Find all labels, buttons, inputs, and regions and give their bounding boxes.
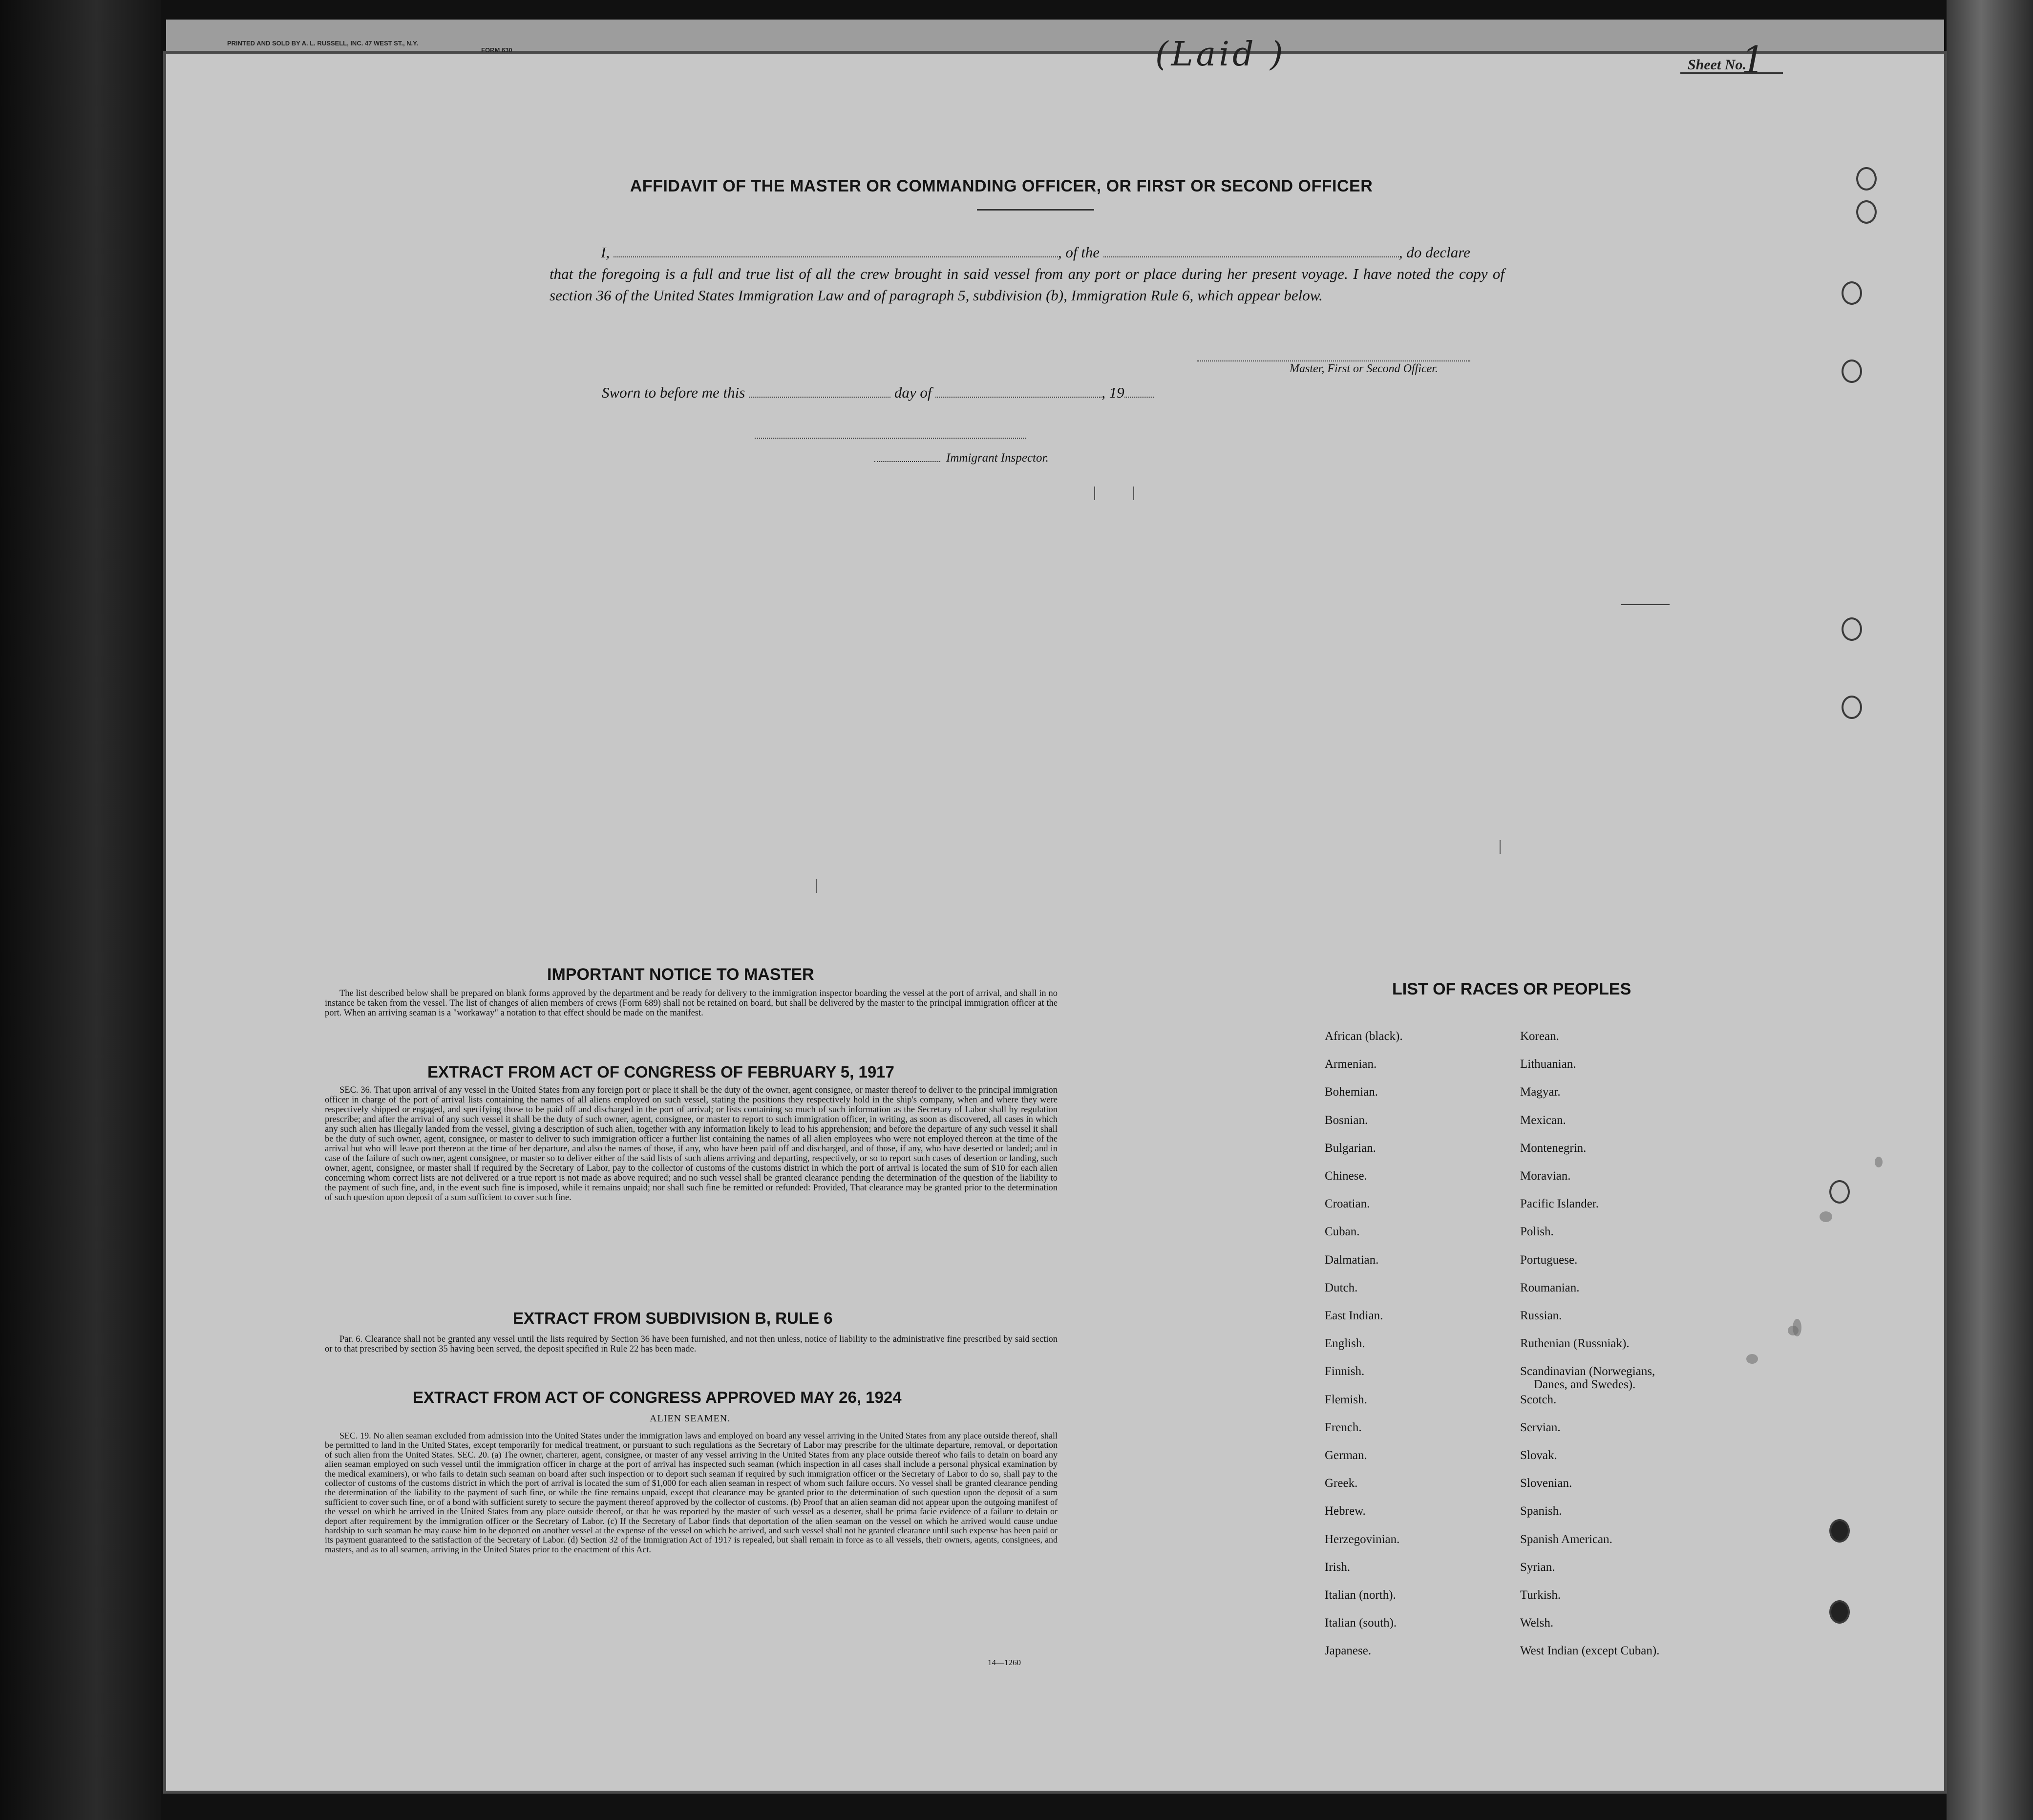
scan-border-right	[1947, 0, 2033, 1820]
race-item: Portuguese.	[1520, 1253, 1578, 1267]
sworn-month-blank	[935, 397, 1101, 398]
race-item: Scandinavian (Norwegians,	[1520, 1365, 1655, 1378]
notice-title: IMPORTANT NOTICE TO MASTER	[547, 965, 814, 984]
race-item: Japanese.	[1325, 1644, 1372, 1658]
rule6-text: Par. 6. Clearance shall not be granted any vessel until the lists required by Section 36 have been furnished, and not then unless, notice of liability to the administrative fine prescribed by said section or to that prescribed by section 35 having been served, the deposit specified in Rule 22 has been made.	[325, 1334, 1058, 1354]
sworn-year-blank	[1124, 397, 1154, 398]
race-item: Dutch.	[1325, 1281, 1358, 1294]
punch-hole	[1842, 696, 1862, 719]
race-item: Hebrew.	[1325, 1504, 1366, 1518]
punch-hole	[1856, 200, 1877, 224]
printer-imprint	[227, 40, 512, 54]
race-item: Polish.	[1520, 1225, 1554, 1239]
alien-seamen-subtitle: ALIEN SEAMEN.	[650, 1413, 731, 1424]
of-the-label: , of the	[1058, 244, 1100, 261]
race-item: Moravian.	[1520, 1169, 1571, 1183]
notice-text: The list described below shall be prepared on blank forms approved by the department and be ready for delivery to the immigration inspector boarding the vessel at the port of arrival, and shall in no instance be taken from the vessel. The list of changes of alien members of crews (Form 689) shall not be retained on board, but shall be delivered by the master to the principal immigration officer at the port. When an arriving seaman is a "workaway" a notation to that effect should be made on the manifest.	[325, 989, 1058, 1018]
stain	[1746, 1354, 1758, 1364]
punch-hole	[1829, 1180, 1850, 1204]
race-item: Dalmatian.	[1325, 1253, 1379, 1267]
handwritten-vessel-name: (Laid )	[1155, 35, 1286, 74]
ink-mark	[1133, 487, 1134, 500]
race-item: English.	[1325, 1337, 1365, 1351]
race-item: Spanish.	[1520, 1504, 1562, 1518]
punch-hole	[1856, 167, 1877, 190]
race-item: African (black).	[1325, 1030, 1403, 1043]
extract-1924-text: SEC. 19. No alien seaman excluded from admission into the United States under the immigration laws and employed on board any vessel arriving in the United States from any place outside thereof, shall be permitted to land in the United States, except temporarily for medical treatment, or pursuant to such regulations as the Secretary of Labor may prescribe for the ultimate departure, removal, or deportation of such alien from the United States. SEC. 20. (a) The owner, charterer, agent, consignee, or master of any vessel arriving in the United States from any place outside thereof who fails to detain on board any alien seaman employed on such vessel until the immigration officer in charge at the port of arrival has inspected such seaman (which inspection in all cases shall include a personal physical examination by the medical examiners), or who fails to detain such seaman on board after such inspection or to deport such seaman if required by such immigration officer or the Secretary of Labor to do so, shall pay to the collector of customs of the customs district in which the port of arrival is located the sum of $1,000 for each alien seaman in respect of whom such failure occurs. No vessel shall be granted clearance pending the determination of the liability to the payment of such fine, or while the fine remains unpaid, except that clearance may be granted prior to the determination of such question upon the deposit of a sum sufficient to cover such fine, or of a bond with sufficient surety to secure the payment thereof approved by the collector of customs. (b) Proof that an alien seaman did not appear upon the outgoing manifest of the vessel on which he arrived in the United States from any place outside thereof, or that he was reported by the master of such vessel as a deserter, shall be prima facie evidence of a failure to detain or deport after requirement by the immigration officer or the Secretary of Labor. (c) If the Secretary of Labor finds that deportation of the alien seaman on the vessel on which he arrived would cause undue hardship to such seaman he may cause him to be deported on another vessel at the expense of the vessel on which he arrived, and such vessel shall not be granted clearance until such expense has been paid or its payment guaranteed to the satisfaction of the Secretary of Labor. (d) Section 32 of the Immigration Act of 1917 is repealed, but shall remain in force as to all vessels, their owners, agents, consignees, and masters, and as to all seamen, arriving in the United States prior to the enactment of this Act.	[325, 1431, 1058, 1554]
race-item: Cuban.	[1325, 1225, 1360, 1239]
ink-mark	[816, 879, 817, 893]
punch-hole	[1829, 1600, 1850, 1624]
race-item: Finnish.	[1325, 1365, 1365, 1378]
race-item: Magyar.	[1520, 1085, 1561, 1099]
vessel-blank	[1103, 256, 1399, 257]
race-item: French.	[1325, 1420, 1362, 1434]
printer-line: PRINTED AND SOLD BY A. L. RUSSELL, INC. 47 WEST ST., N.Y.	[227, 40, 419, 47]
race-item: Welsh.	[1520, 1616, 1554, 1630]
bleed-through-text	[254, 239, 1719, 923]
stain	[1793, 1319, 1801, 1336]
race-item: Italian (south).	[1325, 1616, 1397, 1630]
race-item: Greek.	[1325, 1477, 1358, 1490]
race-item: Bohemian.	[1325, 1085, 1378, 1099]
affidavit-statement: that the foregoing is a full and true list of all the crew brought in said vessel from any port or place during her present voyage. I have noted the copy of section 36 of the United States Immigration Law and of paragraph 5, subdivision (b), Immigration Rule 6, which appear below.	[550, 265, 1504, 304]
sworn-year-label: , 19	[1101, 384, 1124, 401]
race-item: Armenian.	[1325, 1058, 1377, 1071]
declaration-line	[550, 242, 1504, 263]
race-item: Danes, and Swedes).	[1534, 1378, 1636, 1392]
sheet-number: 1	[1741, 38, 1765, 82]
sheet-label: Sheet No.	[1688, 57, 1746, 73]
name-blank	[614, 256, 1058, 257]
race-item: Roumanian.	[1520, 1281, 1580, 1294]
race-item: Lithuanian.	[1520, 1058, 1576, 1071]
ink-mark	[1500, 840, 1501, 854]
race-item: Pacific Islander.	[1520, 1197, 1599, 1211]
sworn-day-blank	[749, 397, 890, 398]
sworn-prefix: Sworn to before me this	[602, 384, 745, 401]
race-item: Turkish.	[1520, 1588, 1561, 1602]
race-item: Chinese.	[1325, 1169, 1367, 1183]
stain	[1820, 1211, 1832, 1222]
race-item: Scotch.	[1520, 1393, 1557, 1406]
sworn-day-label: day of	[894, 384, 932, 401]
race-item: Syrian.	[1520, 1560, 1555, 1574]
extract-1917-title: EXTRACT FROM ACT OF CONGRESS OF FEBRUARY 5, 1917	[427, 1063, 894, 1081]
sheet-underline	[1680, 72, 1783, 74]
sworn-line	[602, 384, 1154, 402]
inspector-signature-line	[755, 435, 1026, 439]
race-item: Slovak.	[1520, 1449, 1557, 1462]
race-item: Flemish.	[1325, 1393, 1367, 1406]
race-item: Croatian.	[1325, 1197, 1370, 1211]
ink-mark	[1621, 604, 1670, 605]
master-caption: Master, First or Second Officer.	[1290, 362, 1438, 375]
punch-hole	[1842, 360, 1862, 383]
race-item: Ruthenian (Russniak).	[1520, 1337, 1630, 1351]
extract-1924-title: EXTRACT FROM ACT OF CONGRESS APPROVED MAY 26, 1924	[413, 1388, 902, 1406]
race-item: Bosnian.	[1325, 1113, 1368, 1127]
race-item: German.	[1325, 1449, 1367, 1462]
race-item: East Indian.	[1325, 1309, 1383, 1322]
ink-mark	[1094, 487, 1095, 500]
do-declare-label: , do declare	[1398, 244, 1470, 261]
race-item: Slovenian.	[1520, 1477, 1572, 1490]
race-item: Montenegrin.	[1520, 1141, 1587, 1155]
title-underline	[977, 209, 1094, 211]
master-signature-line	[1197, 358, 1470, 361]
race-item: Mexican.	[1520, 1113, 1566, 1127]
inspector-caption: Immigrant Inspector.	[946, 451, 1049, 465]
punch-hole	[1829, 1519, 1850, 1543]
race-item: Irish.	[1325, 1560, 1351, 1574]
race-item: Herzegovinian.	[1325, 1532, 1400, 1546]
race-item: Servian.	[1520, 1420, 1561, 1434]
scan-border-left	[0, 0, 161, 1820]
rule6-title: EXTRACT FROM SUBDIVISION B, RULE 6	[513, 1309, 833, 1327]
form-number-top: FORM 630	[481, 46, 512, 54]
race-item: Korean.	[1520, 1030, 1559, 1043]
punch-hole	[1842, 617, 1862, 641]
race-item: Spanish American.	[1520, 1532, 1612, 1546]
affidavit-body	[550, 242, 1504, 306]
affidavit-title: AFFIDAVIT OF THE MASTER OR COMMANDING OFFICER, OR FIRST OR SECOND OFFICER	[630, 177, 1373, 195]
race-item: Bulgarian.	[1325, 1141, 1376, 1155]
i-label: I,	[601, 244, 610, 261]
races-title: LIST OF RACES OR PEOPLES	[1392, 980, 1631, 998]
race-item: West Indian (except Cuban).	[1520, 1644, 1660, 1658]
punch-hole	[1842, 281, 1862, 305]
race-item: Italian (north).	[1325, 1588, 1396, 1602]
race-item: Russian.	[1520, 1309, 1562, 1322]
stain	[1875, 1157, 1883, 1167]
extract-1917-text: SEC. 36. That upon arrival of any vessel in the United States from any foreign port or place it shall be the duty of the owner, agent consignee, or master thereof to deliver to the principal immigration officer in charge of the port of arrival lists containing the names of all aliens employed on such vessel, stating the positions they respectively hold in the ship's company, when and where they were respectively shipped or engaged, and specifying those to be paid off and discharged in the port of arrival; or lists containing so much of such information as the Secretary of Labor shall by regulation prescribe; and after the arrival of any such vessel it shall be the duty of such owner, agent, consignee, or master to report to such immigration officer, in writing, as soon as discovered, all cases in which any such alien has illegally landed from the vessel, giving a description of such alien, together with any information likely to lead to his apprehension; and before the departure of any such vessel it shall be the duty of such owner, agent, consignee, or master to deliver to such immigration officer a further list containing the names of all alien employees who were not employed thereon at the time of the arrival but who will leave port thereon at the time of her departure, and also the names of those, if any, who have been paid off and discharged, and of those, if any, who have deserted or landed; and in case of the failure of such owner, agent consignee, or master so to deliver either of the said lists of such aliens arriving and departing, respectively, or so to report such cases of desertion or landing, such owner, agent, consignee, or master shall if required by the Secretary of Labor, pay to the collector of customs of the customs district in which the port of arrival is located the sum of $10 for each alien concerning whom correct lists are not delivered or a true report is not made as above required; and no such vessel shall be granted clearance pending the determination of the question of the liability to the payment of such fine, and, in the event such fine is imposed, while it remains unpaid; nor shall such fine be remitted or refunded: Provided, That clearance may be granted prior to the determination of such question upon deposit of a sum sufficient to cover such fine.	[325, 1085, 1058, 1203]
inspector-dotted-lead	[874, 459, 940, 462]
form-number-bottom: 14—1260	[988, 1658, 1021, 1667]
